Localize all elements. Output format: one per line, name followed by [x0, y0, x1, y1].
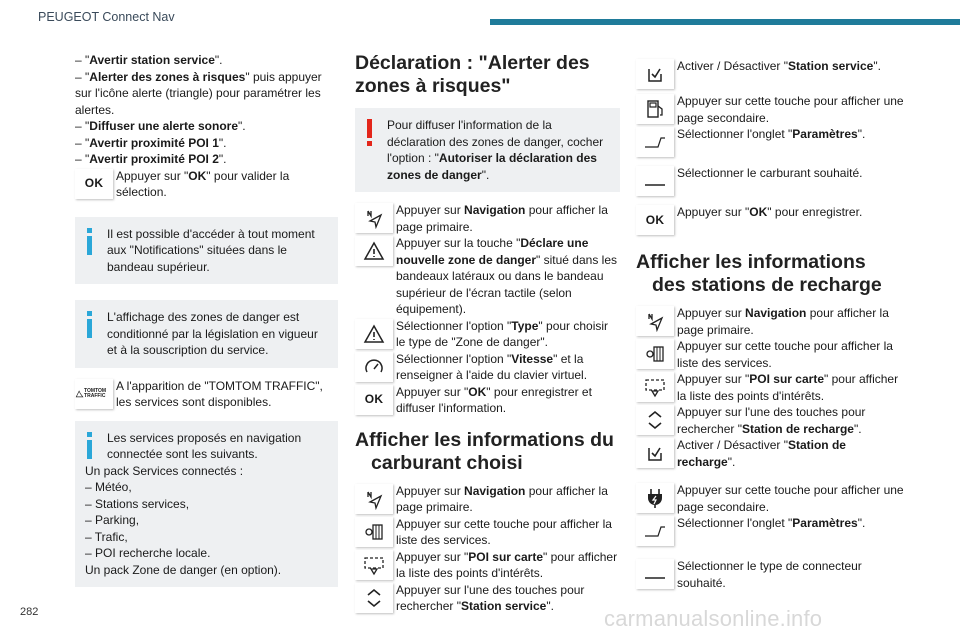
fuel-pump-icon — [636, 94, 674, 124]
poi-map-icon — [355, 550, 393, 580]
section-heading: Déclaration : "Alerter des zones à risques" — [355, 52, 590, 97]
list-item: – "Diffuser une alerte sonore". — [75, 119, 246, 133]
info-box: L'affichage des zones de danger est conditionné par la législation en vigueur et à la souscription du service. — [75, 300, 338, 368]
chevron-up-down-icon — [355, 583, 393, 613]
line-icon — [636, 166, 674, 196]
tab-icon — [636, 127, 674, 157]
instruction-row: Appuyer sur Navigation pour afficher la page primaire. — [355, 483, 620, 516]
column-3 — [636, 58, 906, 591]
tomtom-traffic-icon: TOMTOM TRAFFIC — [75, 379, 113, 409]
instruction-row: Sélectionner l'onglet "Paramètres". — [636, 515, 906, 546]
services-icon — [355, 517, 393, 547]
speedometer-icon — [355, 352, 393, 382]
column-1 — [75, 52, 338, 587]
checkbox-icon — [636, 438, 674, 468]
instruction-row: Appuyer sur cette touche pour afficher une page secondaire. — [636, 93, 906, 126]
instruction-row: Sélectionner le carburant souhaité. — [636, 165, 906, 196]
instruction-row: Appuyer sur "POI sur carte" pour afficher la liste des points d'intérêts. — [355, 549, 620, 582]
instruction-row: Appuyer sur Navigation pour afficher la page primaire. — [636, 305, 906, 338]
ok-icon: OK — [636, 205, 674, 235]
info-icon — [87, 228, 92, 256]
list-item: – "Avertir station service". — [75, 53, 223, 67]
instruction-row: Sélectionner le type de connecteur souhaité. — [636, 558, 906, 591]
section-heading: Afficher les informations des stations de recharge — [636, 251, 882, 296]
list-item: – "Avertir proximité POI 1". — [75, 135, 227, 150]
ok-icon: OK — [75, 169, 113, 199]
ok-instruction: OK Appuyer sur "OK" pour valider la sélection. — [75, 168, 338, 201]
instruction-row: Appuyer sur cette touche pour afficher une page secondaire. — [636, 482, 906, 515]
warning-icon — [367, 119, 372, 147]
navigation-icon — [355, 203, 393, 233]
warning-triangle-icon — [355, 236, 393, 266]
chevron-up-down-icon — [636, 405, 674, 435]
page-number: 282 — [20, 606, 39, 618]
services-icon — [636, 339, 674, 369]
instruction-row: Sélectionner l'option "Vitesse" et la renseigner à l'aide du clavier virtuel. — [355, 351, 620, 384]
info-icon — [87, 432, 92, 460]
instruction-row: Sélectionner l'onglet "Paramètres". — [636, 126, 906, 157]
instruction-row: Activer / Désactiver "Station de recharge". — [636, 437, 906, 470]
instruction-row: Appuyer sur Navigation pour afficher la page primaire. — [355, 202, 620, 235]
instruction-row: OK Appuyer sur "OK" pour enregistrer et diffuser l'information. — [355, 384, 620, 417]
instruction-row: Appuyer sur cette touche pour afficher la liste des services. — [355, 516, 620, 549]
charging-plug-icon — [636, 483, 674, 513]
list-item: – "Avertir proximité POI 2". — [75, 152, 227, 166]
ok-icon: OK — [355, 385, 393, 415]
line-icon — [636, 559, 674, 589]
info-box: Il est possible d'accéder à tout moment aux "Notifications" situées dans le bandeau supérieur. — [75, 217, 338, 285]
instruction-row: OK Appuyer sur "OK" pour enregistrer. — [636, 204, 906, 235]
list-item: – "Alerter des zones à risques" puis appuyer sur l'icône alerte (triangle) pour paramétrer les alertes. — [75, 69, 322, 117]
instruction-row: Appuyer sur l'une des touches pour rechercher "Station service". — [355, 582, 620, 615]
column-2 — [355, 52, 620, 615]
navigation-icon — [636, 306, 674, 336]
instruction-row: Activer / Désactiver "Station service". — [636, 58, 906, 89]
instruction-row: Appuyer sur l'une des touches pour rechercher "Station de recharge". — [636, 404, 906, 437]
instruction-row: Sélectionner l'option "Type" pour choisir le type de "Zone de danger". — [355, 318, 620, 351]
header-accent-bar — [490, 19, 960, 25]
checkbox-icon — [636, 59, 674, 89]
warning-box: Pour diffuser l'information de la déclaration des zones de danger, cocher l'option : "Autoriser la déclaration des zones de danger". — [355, 108, 620, 192]
running-header: PEUGEOT Connect Nav — [38, 10, 175, 24]
instruction-row: Appuyer sur "POI sur carte" pour afficher la liste des points d'intérêts. — [636, 371, 906, 404]
instruction-row: Appuyer sur cette touche pour afficher la liste des services. — [636, 338, 906, 371]
section-heading: Afficher les informations du carburant choisi — [355, 428, 614, 474]
tomtom-instruction: TOMTOM TRAFFIC A l'apparition de "TOMTOM TRAFFIC", les services sont disponibles. — [75, 378, 338, 411]
watermark: carmanualsonline.info — [604, 606, 823, 631]
poi-map-icon — [636, 372, 674, 402]
info-box: Les services proposés en navigation connectée sont les suivants. Un pack Services connectés : – Météo, – Stations services, – Parking, – Trafic, – POI recherche locale. Un pack Zone de danger (en option). — [75, 421, 338, 588]
warning-triangle-icon — [355, 319, 393, 349]
instruction-row: Appuyer sur la touche "Déclare une nouvelle zone de danger" situé dans les bandeaux latéraux ou dans le bandeau supérieur de l'écran tactile (selon équipement). — [355, 235, 620, 318]
info-icon — [87, 311, 92, 339]
navigation-icon — [355, 484, 393, 514]
tab-icon — [636, 516, 674, 546]
